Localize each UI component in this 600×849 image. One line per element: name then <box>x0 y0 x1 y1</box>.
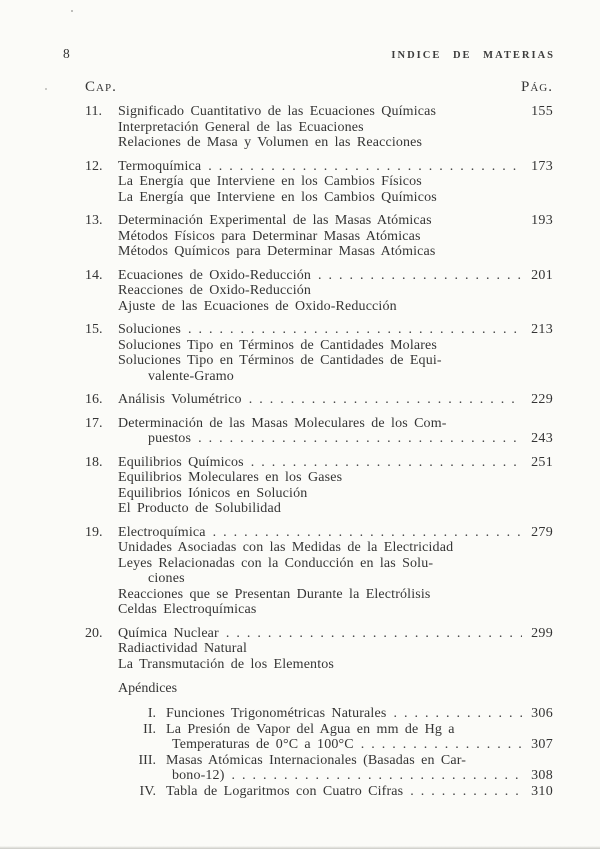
entry-text: La Energía que Interviene en los Cambios Químicos <box>118 189 437 205</box>
entry-line <box>85 525 553 541</box>
entry-subline <box>85 540 553 556</box>
entry-text: Métodos Físicos para Determinar Masas Atómicas <box>118 228 421 244</box>
entry-text: La Presión de Vapor del Agua en mm de Hg a <box>166 721 455 737</box>
dot-leader <box>251 455 522 471</box>
entry-text: Masas Atómicas Internacionales (Basadas en Car- <box>166 752 467 768</box>
entry-text: puestos <box>148 431 192 446</box>
appendix-numeral: IV. <box>139 783 156 799</box>
entry-line <box>85 416 553 432</box>
entry-subline <box>85 602 553 618</box>
entry-text: Reacciones que se Presentan Durante la Electrólisis <box>118 586 431 602</box>
entry-text: Soluciones Tipo en Términos de Cantidades de Equi- <box>118 353 442 368</box>
entry-line <box>85 455 553 471</box>
column-header-chapter: Cap. <box>85 79 117 95</box>
page-ref: 306 <box>531 706 553 721</box>
page-ref: 155 <box>531 104 553 119</box>
chapter-number: 17. <box>85 415 103 431</box>
entry-subline <box>85 369 553 385</box>
entry-text: Electroquímica <box>118 524 206 540</box>
dot-leader <box>361 737 522 753</box>
page-ref: 243 <box>531 431 553 446</box>
entry-text: Equilibrios Moleculares en los Gases <box>118 470 343 485</box>
chapter-entry <box>85 104 553 151</box>
page-number-folio: 8 <box>63 46 71 61</box>
column-headers <box>0 79 600 96</box>
appendix-entry <box>85 753 553 784</box>
entry-text: Relaciones de Masa y Volumen en las Reacciones <box>118 135 423 150</box>
entry-text: valente-Gramo <box>148 368 234 384</box>
page-ref: 279 <box>531 524 553 540</box>
dot-leader <box>198 431 522 447</box>
scan-speck <box>45 88 47 90</box>
entry-line <box>85 706 553 722</box>
entry-text: Unidades Asociadas con las Medidas de la Electricidad <box>118 540 454 555</box>
entry-text: Soluciones <box>118 322 181 337</box>
entry-line <box>85 722 553 738</box>
entry-subline <box>85 556 553 572</box>
entry-text: bono-12) <box>172 768 225 783</box>
dot-leader <box>188 322 522 338</box>
column-header-page: Pág. <box>521 79 553 95</box>
entry-line <box>85 104 553 120</box>
dot-leader <box>232 768 522 784</box>
entry-text: Ecuaciones de Oxido-Reducción <box>118 267 312 283</box>
page-ref: 229 <box>531 392 553 407</box>
entry-line <box>85 268 553 284</box>
entry-line <box>85 392 553 408</box>
chapter-entry <box>85 416 553 447</box>
entry-text: La Transmutación de los Elementos <box>118 656 334 672</box>
entry-subline <box>85 283 553 299</box>
page-ref: 299 <box>531 625 553 641</box>
entry-text: El Producto de Solubilidad <box>118 501 281 516</box>
entry-text: Significado Cuantitativo de las Ecuaciones Químicas <box>118 104 437 119</box>
entry-subline <box>85 587 553 603</box>
chapter-number: 15. <box>85 322 103 337</box>
entry-subline <box>85 229 553 245</box>
appendices-heading: Apéndices <box>118 681 178 696</box>
entry-line <box>85 213 553 229</box>
chapter-number: 16. <box>85 392 103 407</box>
chapter-entry <box>85 322 553 384</box>
chapter-entry <box>85 392 553 408</box>
running-title: INDICE DE MATERIAS <box>391 50 555 61</box>
entry-text: Análisis Volumétrico <box>118 392 242 407</box>
chapter-number: 11. <box>85 104 102 119</box>
page-ref: 307 <box>531 737 553 752</box>
entry-text: Química Nuclear <box>118 625 219 641</box>
entry-subline <box>85 768 553 784</box>
entry-subline <box>85 174 553 190</box>
entry-text: Tabla de Logaritmos con Cuatro Cifras <box>166 783 404 799</box>
dot-leader <box>208 159 522 175</box>
appendix-entry <box>85 784 553 800</box>
entry-subline <box>85 135 553 151</box>
entry-text: Leyes Relacionadas con la Conducción en las Solu- <box>118 555 434 571</box>
dot-leader <box>213 525 522 541</box>
page-ref: 308 <box>531 768 553 783</box>
scan-speck <box>71 10 73 12</box>
entry-text: Termoquímica <box>118 158 202 174</box>
entry-subline <box>85 571 553 587</box>
entry-subline <box>85 338 553 354</box>
dot-leader <box>393 706 522 722</box>
chapter-number: 19. <box>85 524 103 540</box>
entry-subline <box>85 486 553 502</box>
chapter-list <box>85 104 553 672</box>
entry-subline <box>85 470 553 486</box>
entry-text: Interpretación General de las Ecuaciones <box>118 119 364 135</box>
entry-line <box>85 159 553 175</box>
entry-subline <box>85 190 553 206</box>
entry-text: Determinación de las Masas Moleculares de los Com- <box>118 415 447 431</box>
entry-text: Ajuste de las Ecuaciones de Oxido-Reducción <box>118 298 397 314</box>
chapter-entry <box>85 455 553 517</box>
dot-leader <box>318 268 522 284</box>
page-ref: 201 <box>531 267 553 283</box>
page-ref: 213 <box>531 322 553 337</box>
entry-text: Soluciones Tipo en Términos de Cantidades Molares <box>118 337 438 353</box>
entry-text: Radiactividad Natural <box>118 641 247 656</box>
chapter-entry <box>85 213 553 260</box>
table-of-contents <box>0 104 600 799</box>
appendix-list <box>85 706 553 799</box>
entry-subline <box>85 244 553 260</box>
entry-text: La Energía que Interviene en los Cambios Físicos <box>118 174 422 189</box>
dot-leader <box>249 392 522 408</box>
appendix-numeral: III. <box>138 752 156 768</box>
entry-text: Reacciones de Oxido-Reducción <box>118 283 312 298</box>
appendix-numeral: I. <box>147 706 156 721</box>
chapter-number: 12. <box>85 158 103 174</box>
entry-text: Temperaturas de 0°C a 100°C <box>172 737 354 752</box>
chapter-entry <box>85 525 553 618</box>
entry-text: Determinación Experimental de las Masas Atómicas <box>118 213 432 228</box>
appendix-entry <box>85 722 553 753</box>
entry-line <box>85 626 553 642</box>
entry-subline <box>85 431 553 447</box>
entry-subline <box>85 501 553 517</box>
entry-text: Métodos Químicos para Determinar Masas Atómicas <box>118 244 436 259</box>
chapter-number: 18. <box>85 454 103 470</box>
entry-subline <box>85 737 553 753</box>
chapter-number: 13. <box>85 213 103 228</box>
entry-text: ciones <box>148 571 185 586</box>
page-ref: 251 <box>531 454 553 470</box>
entry-subline <box>85 353 553 369</box>
appendix-numeral: II. <box>143 721 156 737</box>
entry-subline <box>85 299 553 315</box>
dot-leader <box>410 784 522 800</box>
appendix-entry <box>85 706 553 722</box>
chapter-entry <box>85 626 553 673</box>
dot-leader <box>226 626 522 642</box>
entry-text: Funciones Trigonométricas Naturales <box>166 706 387 721</box>
page-ref: 310 <box>531 783 553 799</box>
chapter-entry <box>85 268 553 315</box>
entry-line <box>85 784 553 800</box>
entry-text: Equilibrios Iónicos en Solución <box>118 485 308 501</box>
page-ref: 173 <box>531 158 553 174</box>
page-ref: 193 <box>531 213 553 228</box>
entry-subline <box>85 657 553 673</box>
entry-text: Celdas Electroquímicas <box>118 602 257 617</box>
chapter-entry <box>85 159 553 206</box>
entry-line <box>85 322 553 338</box>
entry-subline <box>85 120 553 136</box>
chapter-number: 14. <box>85 267 103 283</box>
chapter-number: 20. <box>85 625 103 641</box>
entry-text: Equilibrios Químicos <box>118 454 244 470</box>
entry-line <box>85 753 553 769</box>
running-head <box>0 0 600 62</box>
entry-subline <box>85 641 553 657</box>
